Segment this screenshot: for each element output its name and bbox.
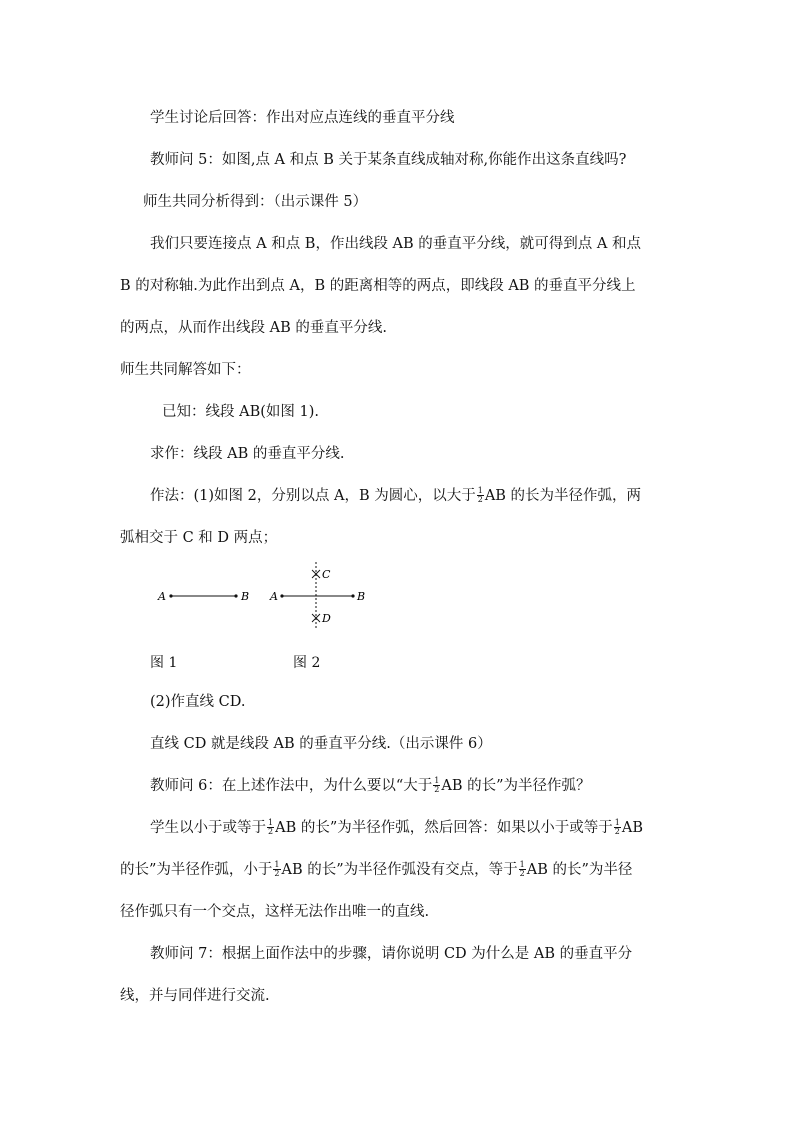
paragraph-solution-intro: 师生共同解答如下： <box>120 362 251 378</box>
paragraph-analysis-line-1: 我们只要连接点 A 和点 B，作出线段 AB 的垂直平分线，就可得到点 A 和点 <box>150 236 641 252</box>
paragraph-given: 已知：线段 AB(如图 1). <box>162 404 319 420</box>
fraction-half: $\frac{1}{2}$ <box>477 485 483 504</box>
paragraph-teacher-question-5: 教师问 5：如图,点 A 和点 B 关于某条直线成轴对称,你能作出这条直线吗? <box>150 152 627 168</box>
fraction-half: $\frac{1}{2}$ <box>614 817 620 836</box>
figure-2-label-d: D <box>322 612 331 625</box>
figure-1-point-b <box>234 594 237 597</box>
figure-2-perpendicular-bisector <box>262 558 382 630</box>
paragraph-method-step-1 <box>150 486 641 506</box>
figure-2-label-b: B <box>357 590 366 603</box>
method-step-1-text-a: 作法：(1)如图 2，分别以点 A，B 为圆心，以大于 <box>150 488 476 504</box>
paragraph-conclusion: 直线 CD 就是线段 AB 的垂直平分线.（出示课件 6） <box>150 736 492 752</box>
paragraph-teacher-question-7-cont: 线，并与同伴进行交流. <box>120 988 270 1004</box>
paragraph-student-answer-6-line-1: 学生以小于或等于 $\frac{1}{2}$ AB 的长”为半径作弧，然后回答：如果以小于或等于 $\frac{1}{2}$ AB <box>150 817 643 836</box>
paragraph-joint-analysis: 师生共同分析得到：（出示课件 5） <box>143 194 368 210</box>
figure-2-caption: 图 2 <box>293 655 321 671</box>
paragraph-student-answer: 学生讨论后回答：作出对应点连线的垂直平分线 <box>150 110 455 126</box>
fraction-half: $\frac{1}{2}$ <box>434 775 440 794</box>
figure-2-label-c: C <box>322 568 331 581</box>
paragraph-method-step-2: (2)作直线 CD. <box>150 694 246 710</box>
figure-2-point-b <box>351 594 354 597</box>
paragraph-analysis-line-3: 的两点，从而作出线段 AB 的垂直平分线. <box>120 320 387 336</box>
method-step-1-text-b: AB 的长为半径作弧，两 <box>484 488 642 504</box>
paragraph-method-step-1-cont: 弧相交于 C 和 D 两点； <box>120 530 278 546</box>
paragraph-student-answer-6-line-3: 径作弧只有一个交点，这样无法作出唯一的直线. <box>120 904 430 920</box>
figure-1-caption: 图 1 <box>150 655 178 671</box>
paragraph-construct: 求作：线段 AB 的垂直平分线. <box>150 446 345 462</box>
paragraph-teacher-question-6: 教师问 6：在上述作法中，为什么要以“大于 $\frac{1}{2}$ AB 的长”为半径作弧？ <box>150 775 591 794</box>
figure-1-label-b: B <box>241 590 250 603</box>
fraction-half: $\frac{1}{2}$ <box>519 859 525 878</box>
paragraph-analysis-line-2: B 的对称轴.为此作出到点 A，B 的距离相等的两点，即线段 AB 的垂直平分线上 <box>120 278 636 294</box>
figure-1-segment-ab <box>150 580 260 610</box>
paragraph-teacher-question-7: 教师问 7：根据上面作法中的步骤，请你说明 CD 为什么是 AB 的垂直平分 <box>150 946 633 962</box>
figure-1-label-a: A <box>158 590 166 603</box>
figure-2-label-a: A <box>270 590 278 603</box>
fraction-half: $\frac{1}{2}$ <box>274 859 280 878</box>
paragraph-student-answer-6-line-2: 的长”为半径作弧，小于 $\frac{1}{2}$ AB 的长”为半径作弧没有交点，等于 $\frac{1}{2}$ AB 的长”为半径 <box>120 859 633 878</box>
fraction-half: $\frac{1}{2}$ <box>268 817 274 836</box>
